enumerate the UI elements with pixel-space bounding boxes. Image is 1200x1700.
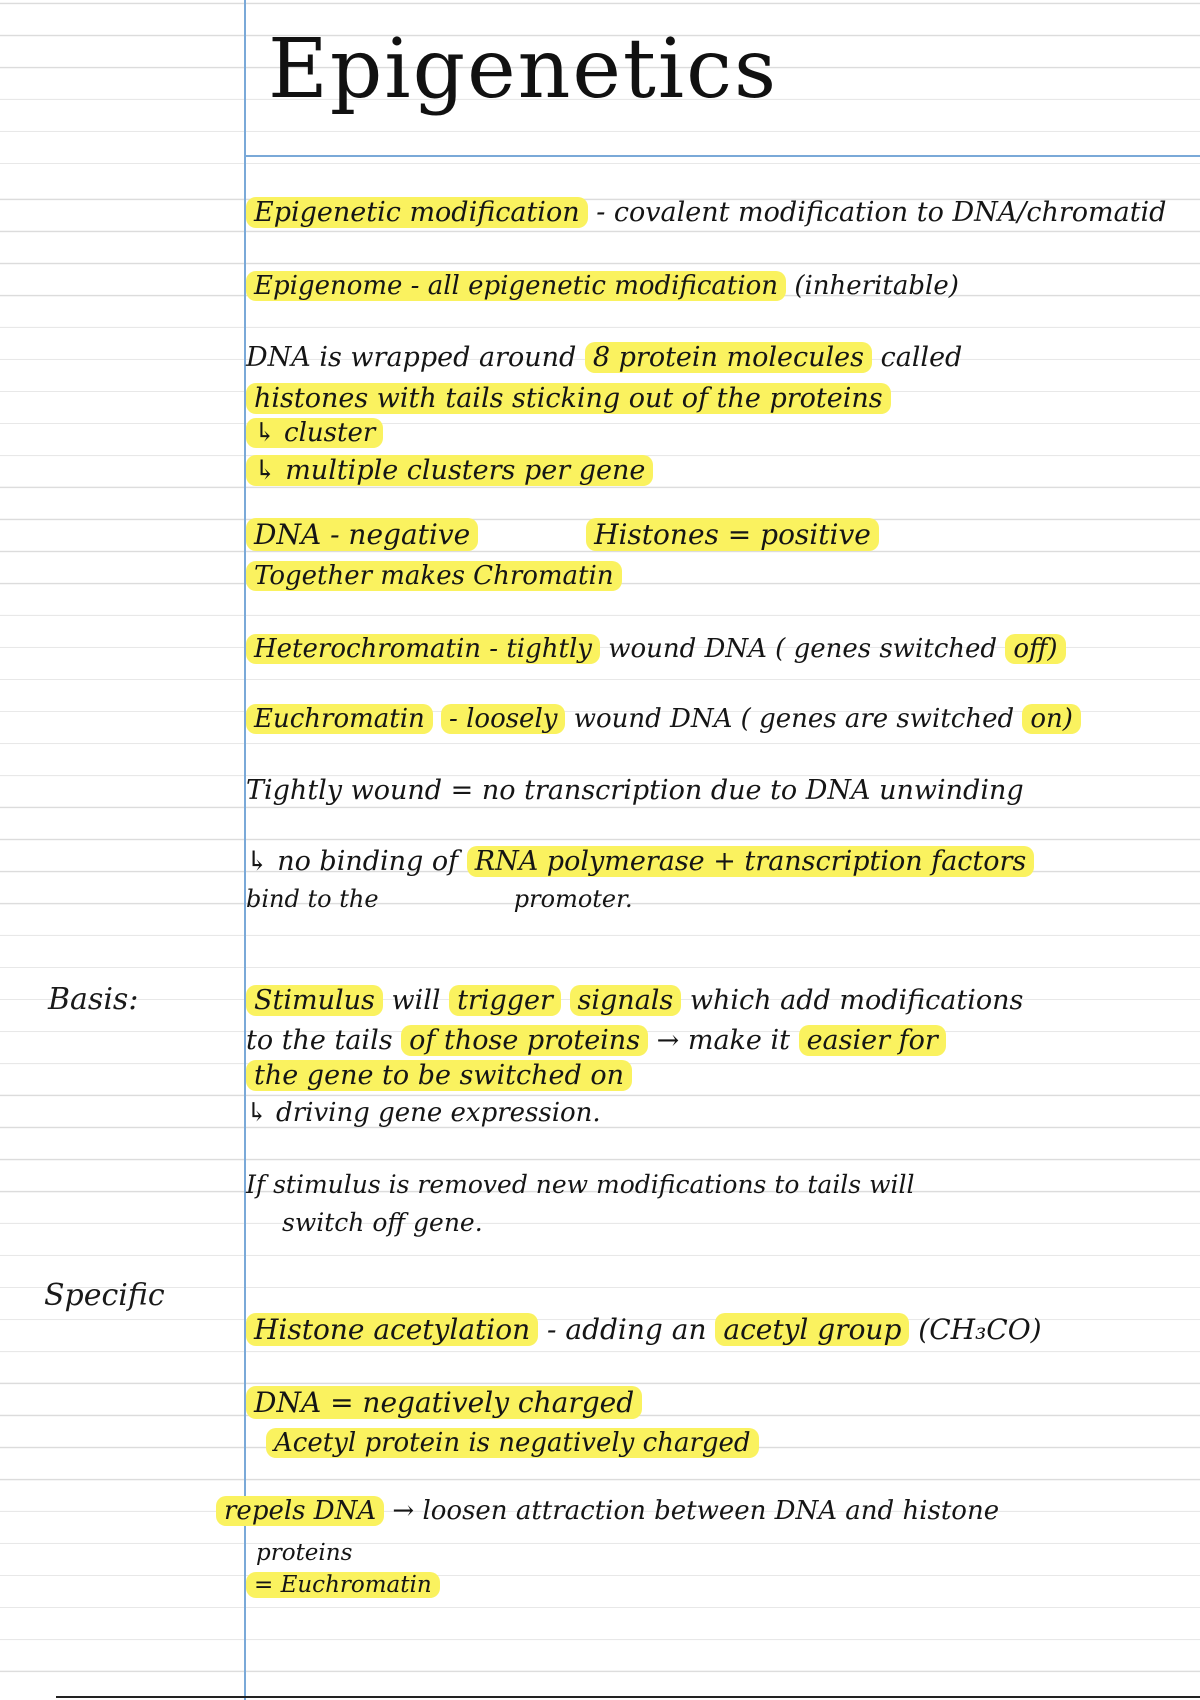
- note-line-heterochromatin: [246, 634, 1200, 664]
- note-line-promoter: [246, 885, 1200, 913]
- note-line-dna-negative: [246, 1386, 1200, 1419]
- easier-for-highlight: easier for: [799, 1025, 946, 1056]
- note-line-tails: [246, 1025, 1200, 1056]
- euchromatin-def: wound DNA ( genes are switched: [573, 704, 1015, 734]
- stimulus-removed-text: If stimulus is removed new modifications to tails will: [246, 1170, 915, 1199]
- margin-label-specific: Specific: [44, 1278, 165, 1313]
- switched-on-highlight: the gene to be switched on: [246, 1060, 632, 1091]
- note-line-switch-off: [282, 1208, 1200, 1237]
- dna-wrapped-text: DNA is wrapped around: [246, 342, 577, 373]
- term-euchromatin: Euchromatin: [246, 704, 433, 734]
- will-text: will: [391, 985, 441, 1016]
- note-line-proteins: [256, 1540, 1200, 1566]
- euchromatin-loosely: - loosely: [441, 704, 565, 734]
- together-chromatin-highlight: Together makes Chromatin: [246, 561, 622, 591]
- cluster-highlight: ↳ cluster: [246, 418, 383, 448]
- repels-dna-highlight: repels DNA: [216, 1496, 384, 1526]
- stimulus-highlight: Stimulus: [246, 985, 383, 1016]
- histones-highlight: histones with tails sticking out of the proteins: [246, 383, 891, 414]
- dna-negative-highlight: DNA - negative: [246, 518, 478, 551]
- trigger-highlight: trigger: [449, 985, 561, 1016]
- tightly-wound-text: Tightly wound = no transcription due to DNA unwinding: [246, 775, 1024, 806]
- those-proteins-highlight: of those proteins: [401, 1025, 648, 1056]
- epigenome-note: (inheritable): [794, 271, 959, 301]
- dna-negatively-charged-highlight: DNA = negatively charged: [246, 1386, 642, 1419]
- called-text: called: [880, 342, 963, 373]
- header-rule: [244, 155, 1200, 157]
- add-modifications-text: which add modifications: [689, 985, 1024, 1016]
- euchromatin-on: on): [1022, 704, 1081, 734]
- note-line-modification: [246, 197, 1200, 228]
- acetyl-negative-highlight: Acetyl protein is negatively charged: [266, 1428, 759, 1458]
- term-histone-acetylation: Histone acetylation: [246, 1313, 538, 1346]
- definition-epigenetic-modification: - covalent modification to DNA/chromatid: [596, 197, 1167, 228]
- note-line-acetyl-negative: [266, 1428, 1200, 1458]
- note-line-euchromatin: [246, 704, 1200, 734]
- acetylation-def: - adding an: [547, 1313, 707, 1346]
- heterochromatin-def: wound DNA ( genes switched: [608, 634, 998, 664]
- gene-expression-text: ↳ driving gene expression.: [246, 1098, 601, 1128]
- note-line-histones: [246, 383, 1200, 414]
- rna-polymerase-highlight: RNA polymerase + transcription factors: [467, 846, 1035, 877]
- acetyl-group-highlight: acetyl group: [715, 1313, 909, 1346]
- no-binding-text: ↳ no binding of: [246, 846, 459, 877]
- euchromatin-result-highlight: = Euchromatin: [246, 1572, 440, 1598]
- note-line-epigenome: [246, 271, 1200, 301]
- margin-label-basis: Basis:: [48, 982, 139, 1017]
- switch-off-text: switch off gene.: [282, 1208, 483, 1237]
- note-line-cluster: [246, 418, 1200, 448]
- note-line-repels: [216, 1496, 1170, 1526]
- note-line-euchromatin-result: [246, 1572, 1200, 1598]
- note-line-acetylation: [246, 1313, 1200, 1346]
- promoter-text: promoter.: [513, 885, 633, 913]
- note-line-no-binding: [246, 846, 1200, 877]
- histones-positive-highlight: Histones = positive: [586, 518, 879, 551]
- bottom-rule: [56, 1696, 1200, 1698]
- protein-molecules-highlight: 8 protein molecules: [585, 342, 872, 373]
- term-epigenetic-modification: Epigenetic modification: [246, 197, 588, 228]
- proteins-text: proteins: [256, 1540, 353, 1566]
- page-title: Epigenetics: [268, 22, 779, 117]
- note-line-gene-expression: [246, 1098, 1200, 1128]
- term-heterochromatin: Heterochromatin - tightly: [246, 634, 600, 664]
- note-line-dna-wrapped: [246, 342, 1200, 373]
- note-line-stimulus: [246, 985, 1200, 1016]
- note-line-tightly-wound: [246, 775, 1200, 806]
- multiple-clusters-highlight: ↳ multiple clusters per gene: [246, 455, 653, 486]
- note-line-charges: [246, 518, 1200, 551]
- bind-to-text: bind to the: [246, 885, 379, 913]
- note-line-multiple-clusters: [246, 455, 1200, 486]
- loosen-attraction-text: → loosen attraction between DNA and histone: [392, 1496, 1000, 1526]
- acetyl-formula: (CH₃CO): [918, 1313, 1042, 1346]
- term-epigenome: Epigenome - all epigenetic modification: [246, 271, 786, 301]
- note-line-switched-on: [246, 1060, 1200, 1091]
- make-it-text: → make it: [656, 1025, 790, 1056]
- signals-highlight: signals: [570, 985, 682, 1016]
- to-the-tails-text: to the tails: [246, 1025, 393, 1056]
- note-line-together: [246, 561, 1200, 591]
- note-line-stimulus-removed: [246, 1170, 1200, 1199]
- heterochromatin-off: off): [1005, 634, 1065, 664]
